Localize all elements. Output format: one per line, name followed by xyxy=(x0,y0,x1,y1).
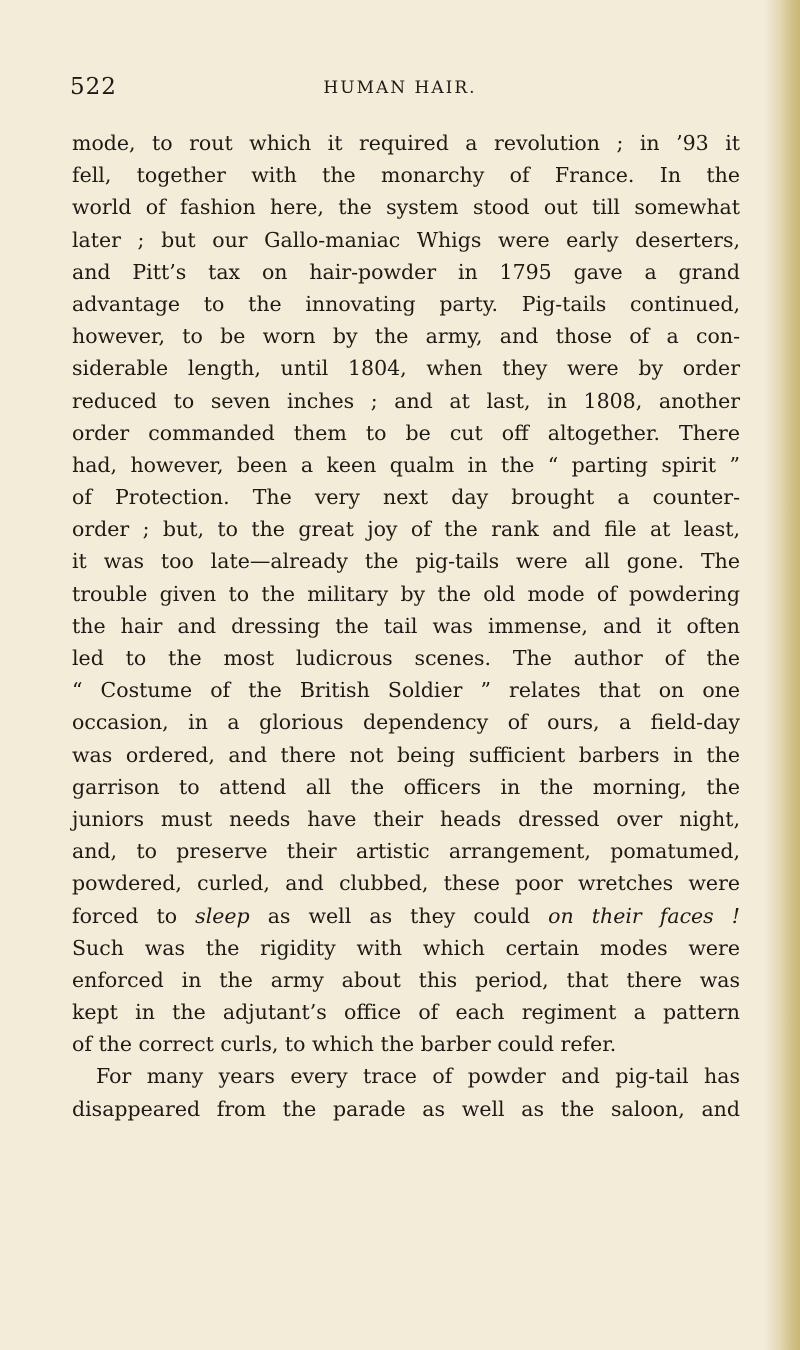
paragraph-start-line: For many years every trace of powder and pig-tail has xyxy=(96,1064,740,1089)
text-line-with-italics xyxy=(72,900,740,932)
text-segment: as well as they could xyxy=(249,903,549,928)
text-line: led to the most ludicrous scenes. The author of the xyxy=(72,646,740,670)
text-line: “ Costume of the British Soldier ” relates that on one xyxy=(72,678,740,703)
text-line: and Pitt’s tax on hair-powder in 1795 gave a grand xyxy=(72,259,740,284)
text-line: order commanded them to be cut off altogether. There xyxy=(72,420,740,445)
paragraph-end-line: of the correct curls, to which the barber could refer. xyxy=(72,1032,617,1057)
text-line: mode, to rout which it required a revolution ; in ’93 it xyxy=(72,131,740,155)
page-edge-shading xyxy=(764,0,800,1350)
text-line: kept in the adjutant’s office of each regiment a pattern xyxy=(72,1000,740,1025)
text-line: it was too late—already the pig-tails were all gone. The xyxy=(72,549,740,574)
text-line: juniors must needs have their heads dressed over night, xyxy=(72,806,740,831)
text-line: the hair and dressing the tail was immense, and it often xyxy=(72,613,740,638)
text-line: order ; but, to the great joy of the rank and file at least, xyxy=(72,517,740,542)
text-line: advantage to the innovating party. Pig-tails continued, xyxy=(72,291,740,316)
text-line: reduced to seven inches ; and at last, in 1808, another xyxy=(72,388,740,413)
text-line: enforced in the army about this period, that there was xyxy=(72,967,740,992)
text-line: trouble given to the military by the old mode of powdering xyxy=(72,581,740,606)
text-line: Such was the rigidity with which certain modes were xyxy=(72,935,740,960)
running-head: HUMAN HAIR. xyxy=(323,78,477,98)
text-line: powdered, curled, and clubbed, these poor wretches were xyxy=(72,871,740,896)
body-text xyxy=(72,127,740,1125)
text-line: had, however, been a keen qualm in the “ parting spirit ” xyxy=(72,452,740,477)
text-line: later ; but our Gallo-maniac Whigs were early deserters, xyxy=(72,227,740,252)
text-line: however, to be worn by the army, and those of a con- xyxy=(72,324,740,349)
text-line: was ordered, and there not being sufficient barbers in the xyxy=(72,742,740,767)
text-line: fell, together with the monarchy of France. In the xyxy=(72,163,740,188)
italic-emphasis: on their faces ! xyxy=(548,903,740,928)
page-number: 522 xyxy=(70,74,117,100)
text-line: siderable length, until 1804, when they were by order xyxy=(72,356,740,381)
text-line: garrison to attend all the officers in the morning, the xyxy=(72,774,740,799)
italic-emphasis: sleep xyxy=(195,903,250,928)
text-line: world of fashion here, the system stood out till somewhat xyxy=(72,195,740,220)
text-line: occasion, in a glorious dependency of ours, a field-day xyxy=(72,710,740,735)
text-line: disappeared from the parade as well as the saloon, and xyxy=(72,1096,740,1121)
text-segment: forced to xyxy=(72,903,196,928)
page-header xyxy=(70,74,730,108)
text-line: and, to preserve their artistic arrangement, pomatumed, xyxy=(72,839,740,864)
text-line: of Protection. The very next day brought a counter- xyxy=(72,485,740,510)
